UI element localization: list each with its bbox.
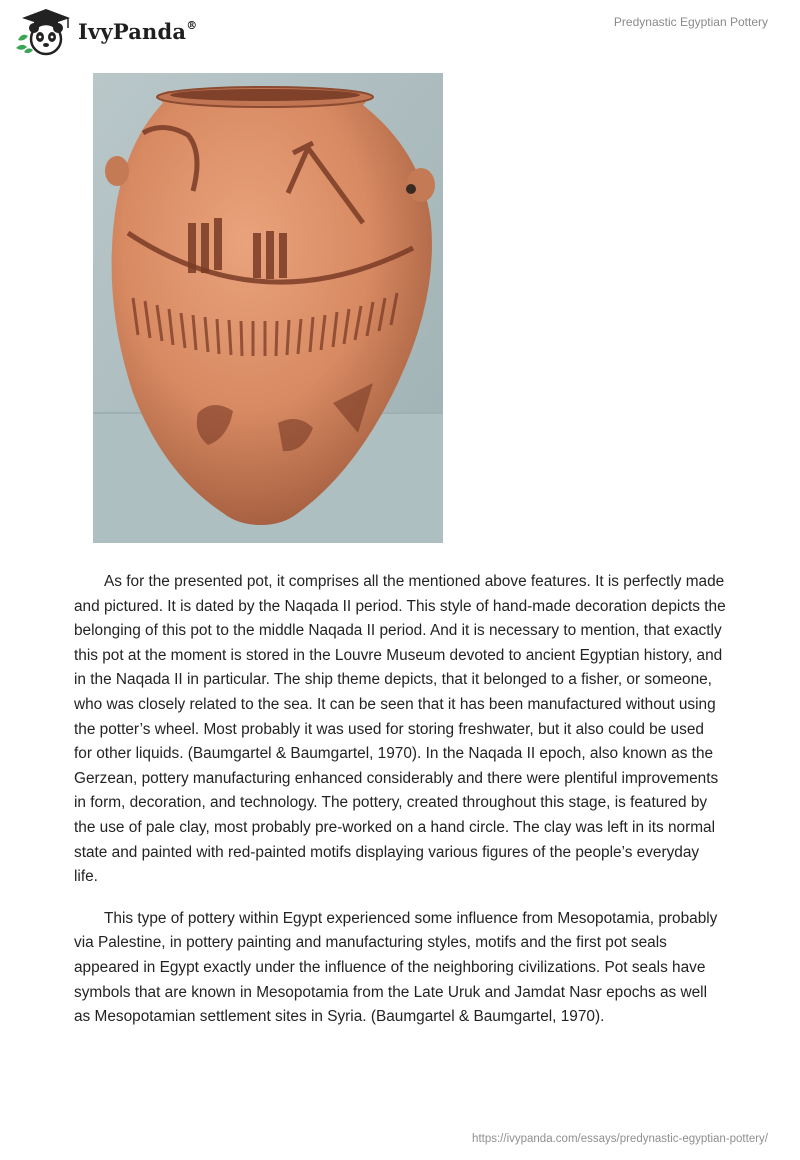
source-url[interactable]: https://ivypanda.com/essays/predynastic-egyptian-pottery/ [472,1133,768,1145]
ivypanda-logo[interactable] [14,6,197,56]
essay-body [74,570,726,1047]
brand-name: IvyPanda® [78,18,198,44]
panda-graduation-cap-icon [14,6,76,56]
paragraph: This type of pottery within Egypt experienced some influence from Mesopotamia, probably via Palestine, in pottery painting and manufacturing styles, motifs and the first pot seals appeared in Egypt exactly under the influence of the neighboring civilizations. Pot seals have symbols that are known in Mesopotamia from the Late Uruk and Jamdat Nasr epochs as well as Mesopotamian settlement sites in Syria. (Baumgartel & Baumgartel, 1970). [74,909,718,1026]
paragraph: As for the presented pot, it comprises all the mentioned above features. It is perfectly made and pictured. It is dated by the Naqada II period. This style of hand-made decoration depicts the belonging of this pot to the middle Naqada II period. And it is necessary to mention, that exactly this pot at the moment is stored in the Louvre Museum devoted to ancient Egyptian history, and in the Naqada II in particular. The ship theme depicts, that it belonged to a fisher, or someone, who was closely related to the sea. It can be seen that it has been manufactured without using the potter’s wheel. Most probably it was used for storing freshwater, but it also could be used for other liquids. (Baumgartel & Baumgartel, 1970). In the Naqada II epoch, also known as the Gerzean, pottery manufacturing enhanced considerably and there were plentiful improvements in form, decoration, and technology. The pottery, created throughout this stage, is featured by the use of pale clay, most probably pre-worked on a hand circle. The clay was left in its normal state and painted with red-painted motifs displaying various figures of the people’s everyday life. [74,573,726,886]
page-header [0,0,800,70]
document-title: Predynastic Egyptian Pottery [613,15,768,29]
painted-pottery-vase-photo [93,73,443,543]
